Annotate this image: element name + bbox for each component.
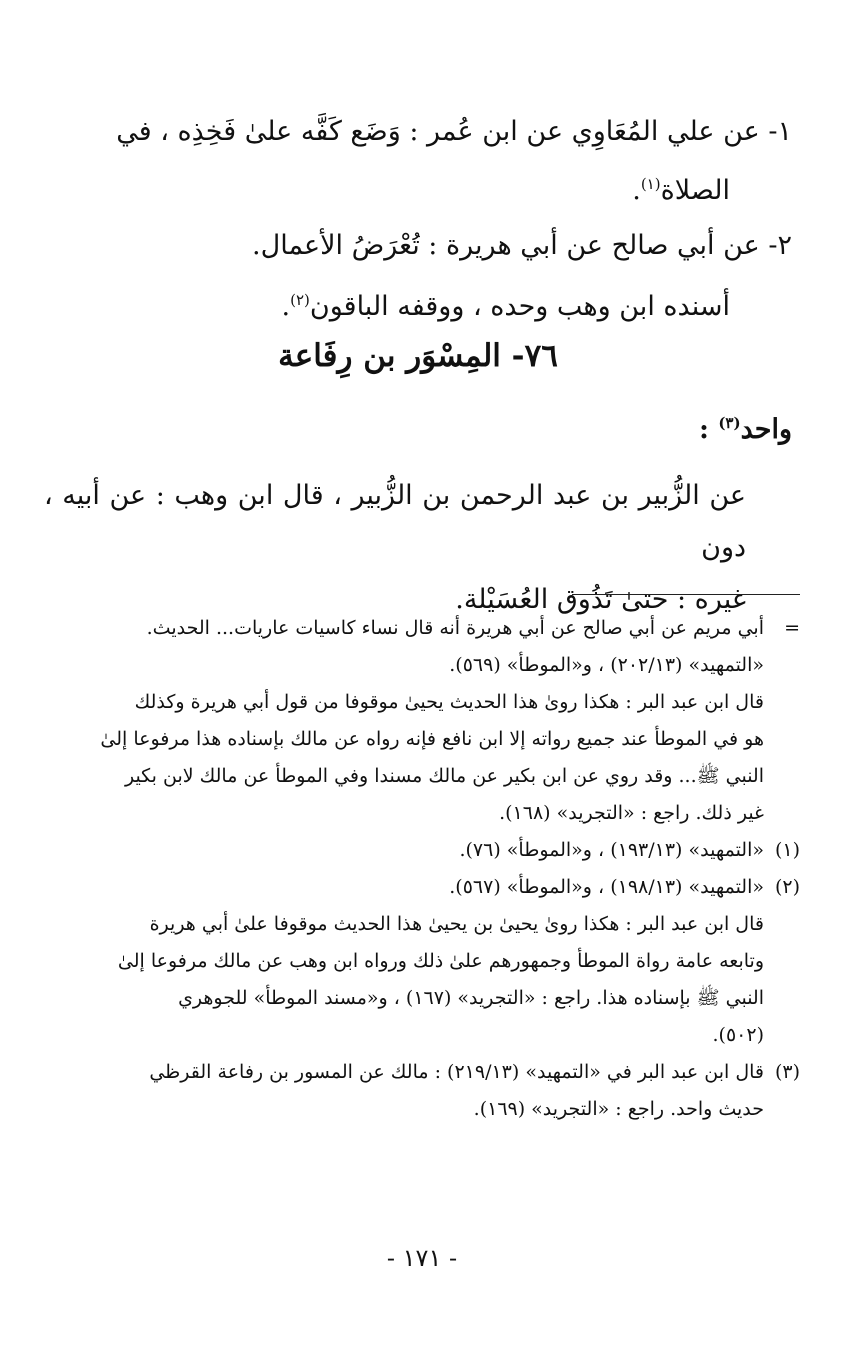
footnote-2: (٢)«التمهيد» (١٩٨/١٣) ، و«الموطأ» (٥٦٧). xyxy=(449,876,800,898)
page-number: - ١٧١ - xyxy=(386,1244,458,1272)
section-hadith-line2: غيره : حتىٰ تَذُوق العُسَيْلة. xyxy=(455,584,746,615)
footnote-ref-3: (٣) xyxy=(718,414,741,432)
section-title: ٧٦- المِسْوَر بن رِفَاعة xyxy=(278,338,558,374)
footnote-continuation: =أبي مريم عن أبي صالح عن أبي هريرة أنه قال نساء كاسيات عاريات... الحديث. xyxy=(44,610,800,647)
section-hadith xyxy=(44,470,792,626)
hadith-item-1-line1: ١- عن علي المُعَاوِي عن ابن عُمر : وَضَع كَفَّه علىٰ فَخِذِه ، في xyxy=(116,116,792,147)
hadith-item-2 xyxy=(44,220,792,272)
narration-count: واحد$^{(٣)}$ : xyxy=(698,414,792,445)
continuation-mark: = xyxy=(784,617,800,639)
hadith-item-2-note: أسنده ابن وهب وحده ، ووقفه الباقون$^{(٢)}$. xyxy=(281,291,730,322)
footnote-ref-2: (٢) xyxy=(290,291,310,309)
footnote-divider xyxy=(572,594,800,595)
section-hadith-line1: عن الزُّبير بن عبد الرحمن بن الزُّبير ، قال ابن وهب : عن أبيه ، دون xyxy=(44,480,746,563)
footnote-3: (٣)قال ابن عبد البر في «التمهيد» (٢١٩/١٣) : مالك عن المسور بن رفاعة القرظي xyxy=(149,1061,800,1083)
hadith-item-1-line2: الصلاة$^{(١)}$. xyxy=(632,175,730,206)
hadith-item-1 xyxy=(44,106,792,217)
footnote-ref-1: (١) xyxy=(640,175,661,193)
hadith-item-2-line: ٢- عن أبي صالح عن أبي هريرة : تُعْرَضُ الأعمال. xyxy=(252,230,792,261)
footnote-1: (١)«التمهيد» (١٩٣/١٣) ، و«الموطأ» (٧٦). xyxy=(459,839,800,861)
footnotes: =أبي مريم عن أبي صالح عن أبي هريرة أنه قال نساء كاسيات عاريات... الحديث. «التمهيد» (٢٠٢/١٣) ، و«الموطأ» (٥٦٩). قال ابن عبد البر : هكذا روىٰ هذا الحديث يحيىٰ موقوفا من قول أبي هريرة وكذلك هو في الموطأ عند جميع رواته إلا ابن نافع فإنه رواه عن مالك بإسناده هذا مرفوعا إلىٰ النبي ﷺ... وقد روي عن ابن بكير عن مالك مسندا وفي الموطأ عن مالك لابن بكير غير ذلك. راجع : «التجريد» (١٦٨). (١)«التمهيد» (١٩٣/١٣) ، و«الموطأ» (٧٦). (٢)«التمهيد» (١٩٨/١٣) ، و«الموطأ» (٥٦٧). قال ابن عبد البر : هكذا روىٰ يحيىٰ بن يحيىٰ هذا الحديث موقوفا علىٰ أبي هريرة وتابعه عامة رواة الموطأ وجمهورهم علىٰ ذلك ورواه ابن وهب عن مالك مرفوعا إلىٰ النبي ﷺ بإسناده هذا. راجع : «التجريد» (١٦٧) ، و«مسند الموطأ» للجوهري (٥٠٢). (٣)قال ابن عبد البر في «التمهيد» (٢١٩/١٣) : مالك عن المسور بن رفاعة القرظي حديث واحد. راجع : «التجريد» (١٦٩). xyxy=(44,610,800,1128)
